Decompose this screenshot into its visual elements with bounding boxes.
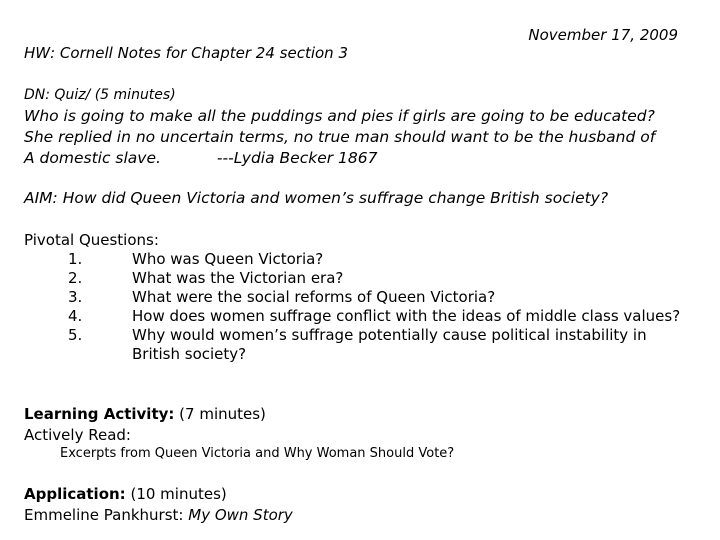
list-item [68,307,688,326]
aim: AIM: How did Queen Victoria and women’s suffrage change British society? [24,189,609,207]
item-number: 5. [68,326,83,344]
application-label: Application: [24,485,126,503]
quote-line-text: A domestic slave. [24,149,161,167]
item-text: How does women suffrage conflict with the ideas of middle class values? [132,307,681,325]
learning-activity-label: Learning Activity: [24,405,175,423]
application-heading [24,485,227,503]
learning-activity-excerpt: Excerpts from Queen Victoria and Why Woman Should Vote? [60,446,455,461]
do-now-label: DN: Quiz/ (5 minutes) [24,87,176,103]
quote-line [24,148,704,169]
pivotal-questions-list [68,250,688,364]
item-text: Why would women’s suffrage potentially cause political instability in British society? [132,326,647,363]
application-duration: (10 minutes) [130,485,227,503]
list-item [68,326,688,364]
application-reading [24,506,293,524]
reading-title: My Own Story [188,506,293,524]
quote-line: She replied in no uncertain terms, no true man should want to be the husband of [24,128,656,146]
list-item [68,250,688,269]
item-number: 4. [68,307,83,325]
item-number: 2. [68,269,83,287]
homework: HW: Cornell Notes for Chapter 24 section 3 [24,44,349,62]
learning-activity-heading [24,405,266,423]
do-now-quote [24,106,704,169]
list-item [68,288,688,307]
learning-activity-instruction: Actively Read: [24,426,131,444]
reading-author: Emmeline Pankhurst: [24,506,184,524]
item-number: 1. [68,250,83,268]
date: November 17, 2009 [528,26,678,44]
item-text: Who was Queen Victoria? [132,250,324,268]
list-item [68,269,688,288]
item-number: 3. [68,288,83,306]
pivotal-questions-heading: Pivotal Questions: [24,231,159,249]
learning-activity-duration: (7 minutes) [179,405,266,423]
quote-attribution: ---Lydia Becker 1867 [216,149,378,167]
item-text: What was the Victorian era? [132,269,344,287]
item-text: What were the social reforms of Queen Victoria? [132,288,496,306]
quote-line: Who is going to make all the puddings and pies if girls are going to be educated? [24,107,655,125]
